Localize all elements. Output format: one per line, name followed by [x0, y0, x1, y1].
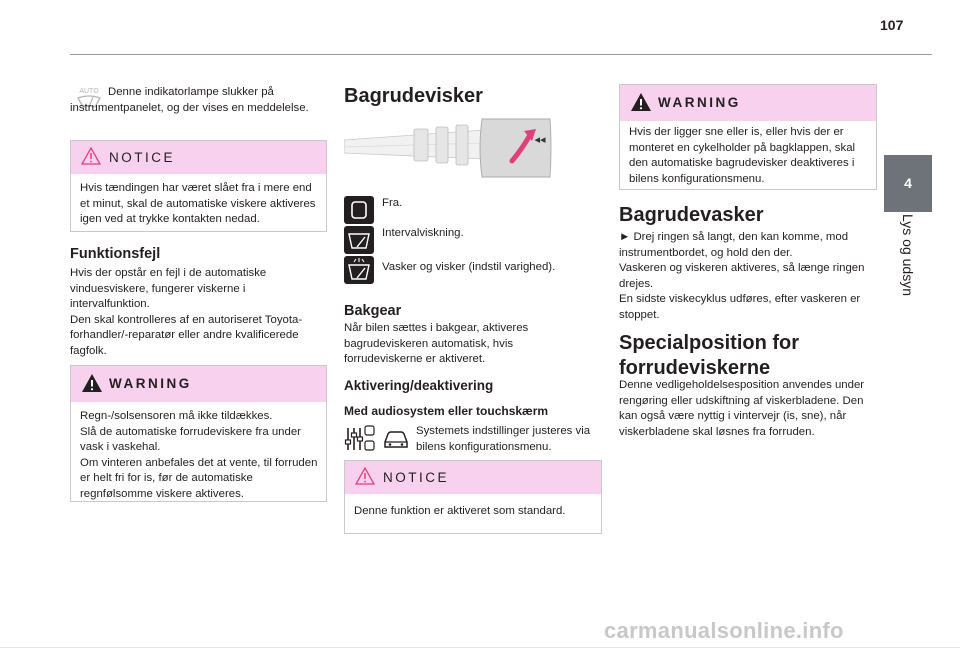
- notice-body-2: Denne funktion er aktiveret som standard.: [354, 505, 566, 517]
- warning-header-2: [620, 85, 876, 121]
- mode-off-label: Fra.: [382, 197, 403, 209]
- svg-text:◂◂: ◂◂: [534, 133, 546, 146]
- warning-p3: Om vinteren anbefales det at vente, til forruden er helt fri for is, før de automatiske regnfølsomme viskere aktiveres.: [80, 456, 318, 500]
- warning-body: [71, 402, 326, 511]
- page-number: 107: [880, 17, 904, 33]
- warning-triangle-icon: [81, 373, 103, 393]
- mode-row-interval: [344, 226, 594, 254]
- rear-wiper-washer-icon: [344, 256, 374, 284]
- specialposition-heading: Specialposition for forrudeviskerne: [619, 332, 800, 379]
- bagrudevasker-p2: Vaskeren og viskeren aktiveres, så længe ringen drejes.: [619, 262, 865, 290]
- notice-triangle-icon: [81, 147, 101, 165]
- chapter-tab[interactable]: 4: [884, 155, 932, 212]
- notice-title: NOTICE: [109, 150, 176, 165]
- notice-header: [71, 141, 326, 174]
- header-divider: [70, 54, 932, 55]
- warning-title: WARNING: [109, 376, 192, 391]
- auto-indicator-text: [70, 85, 322, 116]
- bakgear-text: Når bilen sættes i bakgear, aktiveres bagrudeviskeren automatisk, hvis forrudeviskerne er aktiveret.: [344, 322, 529, 366]
- aktivering-heading: Aktivering/deaktivering: [344, 378, 494, 393]
- funktionsfejl-heading: Funktionsfejl: [70, 246, 161, 262]
- watermark-text: carmanualsonline.info: [604, 618, 844, 643]
- aktivering-text: Systemets indstillinger justeres via bilens konfigurationsmenu.: [416, 425, 591, 453]
- warning-box-1: [70, 365, 327, 502]
- warning-triangle-icon: [630, 92, 652, 112]
- car-settings-icon: [382, 426, 410, 452]
- notice-title-2: NOTICE: [383, 470, 450, 485]
- notice-box-2: [344, 460, 602, 534]
- funktionsfejl-p1: Hvis der opstår en fejl i de automatiske vinduesviskere, fungerer viskerne i intervalfunktion.: [70, 267, 267, 311]
- warning-p1: Regn-/solsensoren må ikke tildækkes.: [80, 410, 273, 422]
- warning-title-2: WARNING: [658, 95, 741, 110]
- funktionsfejl-p2: Den skal kontrolleres af en autoriseret Toyota-forhandler/-reparatør eller andre kvalificerede fagfolk.: [70, 313, 303, 357]
- settings-menu-icon: [344, 424, 376, 454]
- notice-header-2: [345, 461, 601, 494]
- notice-triangle-icon: [355, 467, 375, 485]
- warning-p2: Slå de automatiske forrudeviskere fra under vask i vaskehal.: [80, 425, 301, 454]
- mode-row-washer: [344, 256, 604, 284]
- footer-line: [0, 647, 960, 648]
- bagrudevasker-p3: En sidste viskecyklus udføres, efter vaskeren er stoppet.: [619, 293, 861, 321]
- chapter-label-text: Lys og udsyn: [900, 214, 916, 296]
- warning-header: [71, 366, 326, 402]
- rear-wiper-interval-icon: [344, 226, 374, 254]
- bagrudevisker-heading: Bagrudevisker: [344, 85, 483, 107]
- auto-indicator-text-content: Denne indikatorlampe slukker på instrumentpanelet, og der vises en meddelelse.: [70, 86, 309, 114]
- warning-body-2: Hvis der ligger sne eller is, eller hvis der er monteret en cykelholder på bagklappen, skal den automatiske bagrudevisker deaktiveres i bilens konfigurationsmenu.: [629, 126, 856, 185]
- mode-row-off: [344, 196, 594, 224]
- rear-wiper-off-icon: [344, 196, 374, 224]
- wiper-stalk-illustration: [344, 113, 554, 183]
- warning-box-2: [619, 84, 877, 190]
- specialposition-text: Denne vedligeholdelsesposition anvendes under rengøring eller udskiftning af viskerbladene. Den kan også være nyttig i vintervejr (is, sne), når viskerbladene skal løsnes fra forruden.: [619, 379, 865, 438]
- bagrudevasker-heading: Bagrudevasker: [619, 204, 764, 226]
- mode-interval-label: Intervalviskning.: [382, 227, 464, 239]
- bagrudevasker-p1: ► Drej ringen så langt, den kan komme, mod instrumentbordet, og hold den der.: [619, 231, 849, 259]
- bakgear-heading: Bakgear: [344, 303, 402, 319]
- bagrudevasker-text: [619, 230, 879, 324]
- aktivering-subheading: Med audiosystem eller touchskærm: [344, 404, 549, 418]
- auto-indicator-label: AUTO: [79, 88, 99, 95]
- funktionsfejl-text: [70, 266, 325, 360]
- notice-body: Hvis tændingen har været slået fra i mere end et minut, skal de automatiske viskere aktiveres igen ved at trykke kontakten nedad.: [80, 182, 316, 226]
- mode-washer-label: Vasker og visker (indstil varighed).: [382, 261, 556, 273]
- notice-box-1: [70, 140, 327, 232]
- chapter-label: [884, 214, 932, 324]
